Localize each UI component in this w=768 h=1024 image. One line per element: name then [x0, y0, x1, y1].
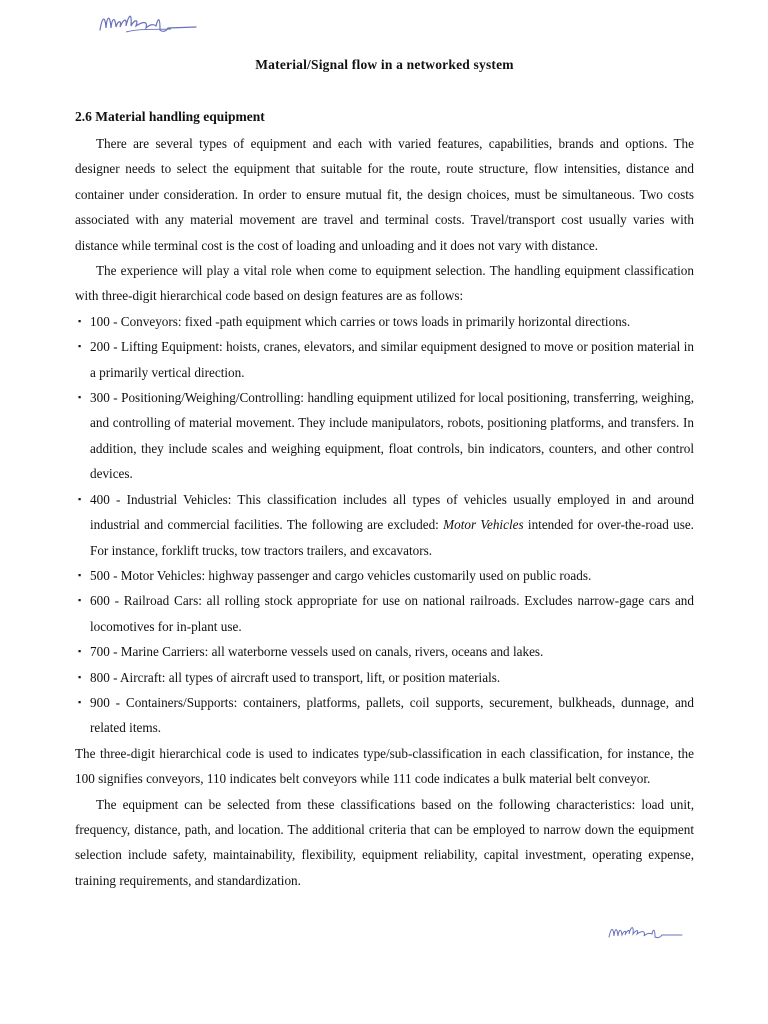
bullet-icon: ▪ — [78, 569, 82, 580]
list-item: ▪ 600 - Railroad Cars: all rolling stock appropriate for use on national railroads. Excludes narrow-gage cars and locomotives for in-plant use. — [75, 588, 694, 639]
list-item: ▪ 800 - Aircraft: all types of aircraft used to transport, lift, or position materials. — [75, 665, 694, 690]
bullet-icon: ▪ — [78, 315, 82, 326]
classification-list — [75, 309, 694, 741]
page-title: Material/Signal flow in a networked system — [255, 57, 514, 72]
list-item: ▪ 200 - Lifting Equipment: hoists, cranes, elevators, and similar equipment designed to move or position material in a primarily vertical direction. — [75, 334, 694, 385]
paragraph-selection-criteria: The equipment can be selected from these classifications based on the following characteristics: load unit, frequency, distance, path, and location. The additional criteria that can be employed to narrow down the equipment selection include safety, maintainability, flexibility, equipment reliability, capital investment, operating expense, training requirements, and standardization. — [75, 796, 694, 888]
paragraph-code-explanation: The three-digit hierarchical code is used to indicates type/sub-classification in each classification, for instance, the 100 signifies conveyors, 110 indicates belt conveyors while 111 code indicates a bulk material belt conveyor. — [75, 745, 694, 787]
paragraph-intro: There are several types of equipment and each with varied features, capabilities, brands and options. The designer needs to select the equipment that suitable for the route, route structure, flow intensities, distance and container under consideration. In order to ensure mutual fit, the design choices, must be simultaneous. Two costs associated with any material movement are travel and terminal costs. Travel/transport cost usually varies with distance while terminal cost is the cost of loading and unloading and it does not vary with distance. — [75, 136, 694, 253]
list-item: ▪ 400 - Industrial Vehicles: This classification includes all types of vehicles usually employed in and around industrial and commercial facilities. The following are excluded: Motor Vehicles intended for over-the-road use. For instance, forklift trucks, tow tractors trailers, and excavators. — [75, 487, 694, 563]
list-item: ▪ 100 - Conveyors: fixed -path equipment which carries or tows loads in primarily horizontal directions. — [75, 309, 694, 334]
bullet-icon: ▪ — [78, 671, 82, 682]
bullet-icon: ▪ — [78, 341, 82, 352]
list-item: ▪ 300 - Positioning/Weighing/Controlling: handling equipment utilized for local positioning, transferring, weighing, and controlling of material movement. They include manipulators, robots, positioning platforms, and transfers. In addition, they include scales and weighing equipment, float controls, bin indicators, counters, and other control devices. — [75, 385, 694, 487]
document-body — [75, 131, 694, 893]
bullet-icon: ▪ — [78, 493, 82, 504]
signature-top — [96, 8, 206, 38]
bullet-icon: ▪ — [78, 696, 82, 707]
bullet-icon: ▪ — [78, 646, 82, 657]
list-item: ▪ 700 - Marine Carriers: all waterborne vessels used on canals, rivers, oceans and lakes. — [75, 639, 694, 664]
bullet-icon: ▪ — [78, 595, 82, 606]
section-heading: 2.6 Material handling equipment — [75, 109, 265, 124]
bullet-icon: ▪ — [78, 392, 82, 403]
list-item: ▪ 900 - Containers/Supports: containers, platforms, pallets, coil supports, securement, bulkheads, dunnage, and related items. — [75, 690, 694, 741]
signature-bottom — [606, 922, 688, 942]
emphasis-term: Motor Vehicles — [443, 517, 524, 533]
paragraph-classification: The experience will play a vital role when come to equipment selection. The handling equipment classification with three-digit hierarchical code based on design features are as follows: — [75, 263, 694, 304]
list-item: ▪ 500 - Motor Vehicles: highway passenger and cargo vehicles customarily used on public roads. — [75, 563, 694, 588]
